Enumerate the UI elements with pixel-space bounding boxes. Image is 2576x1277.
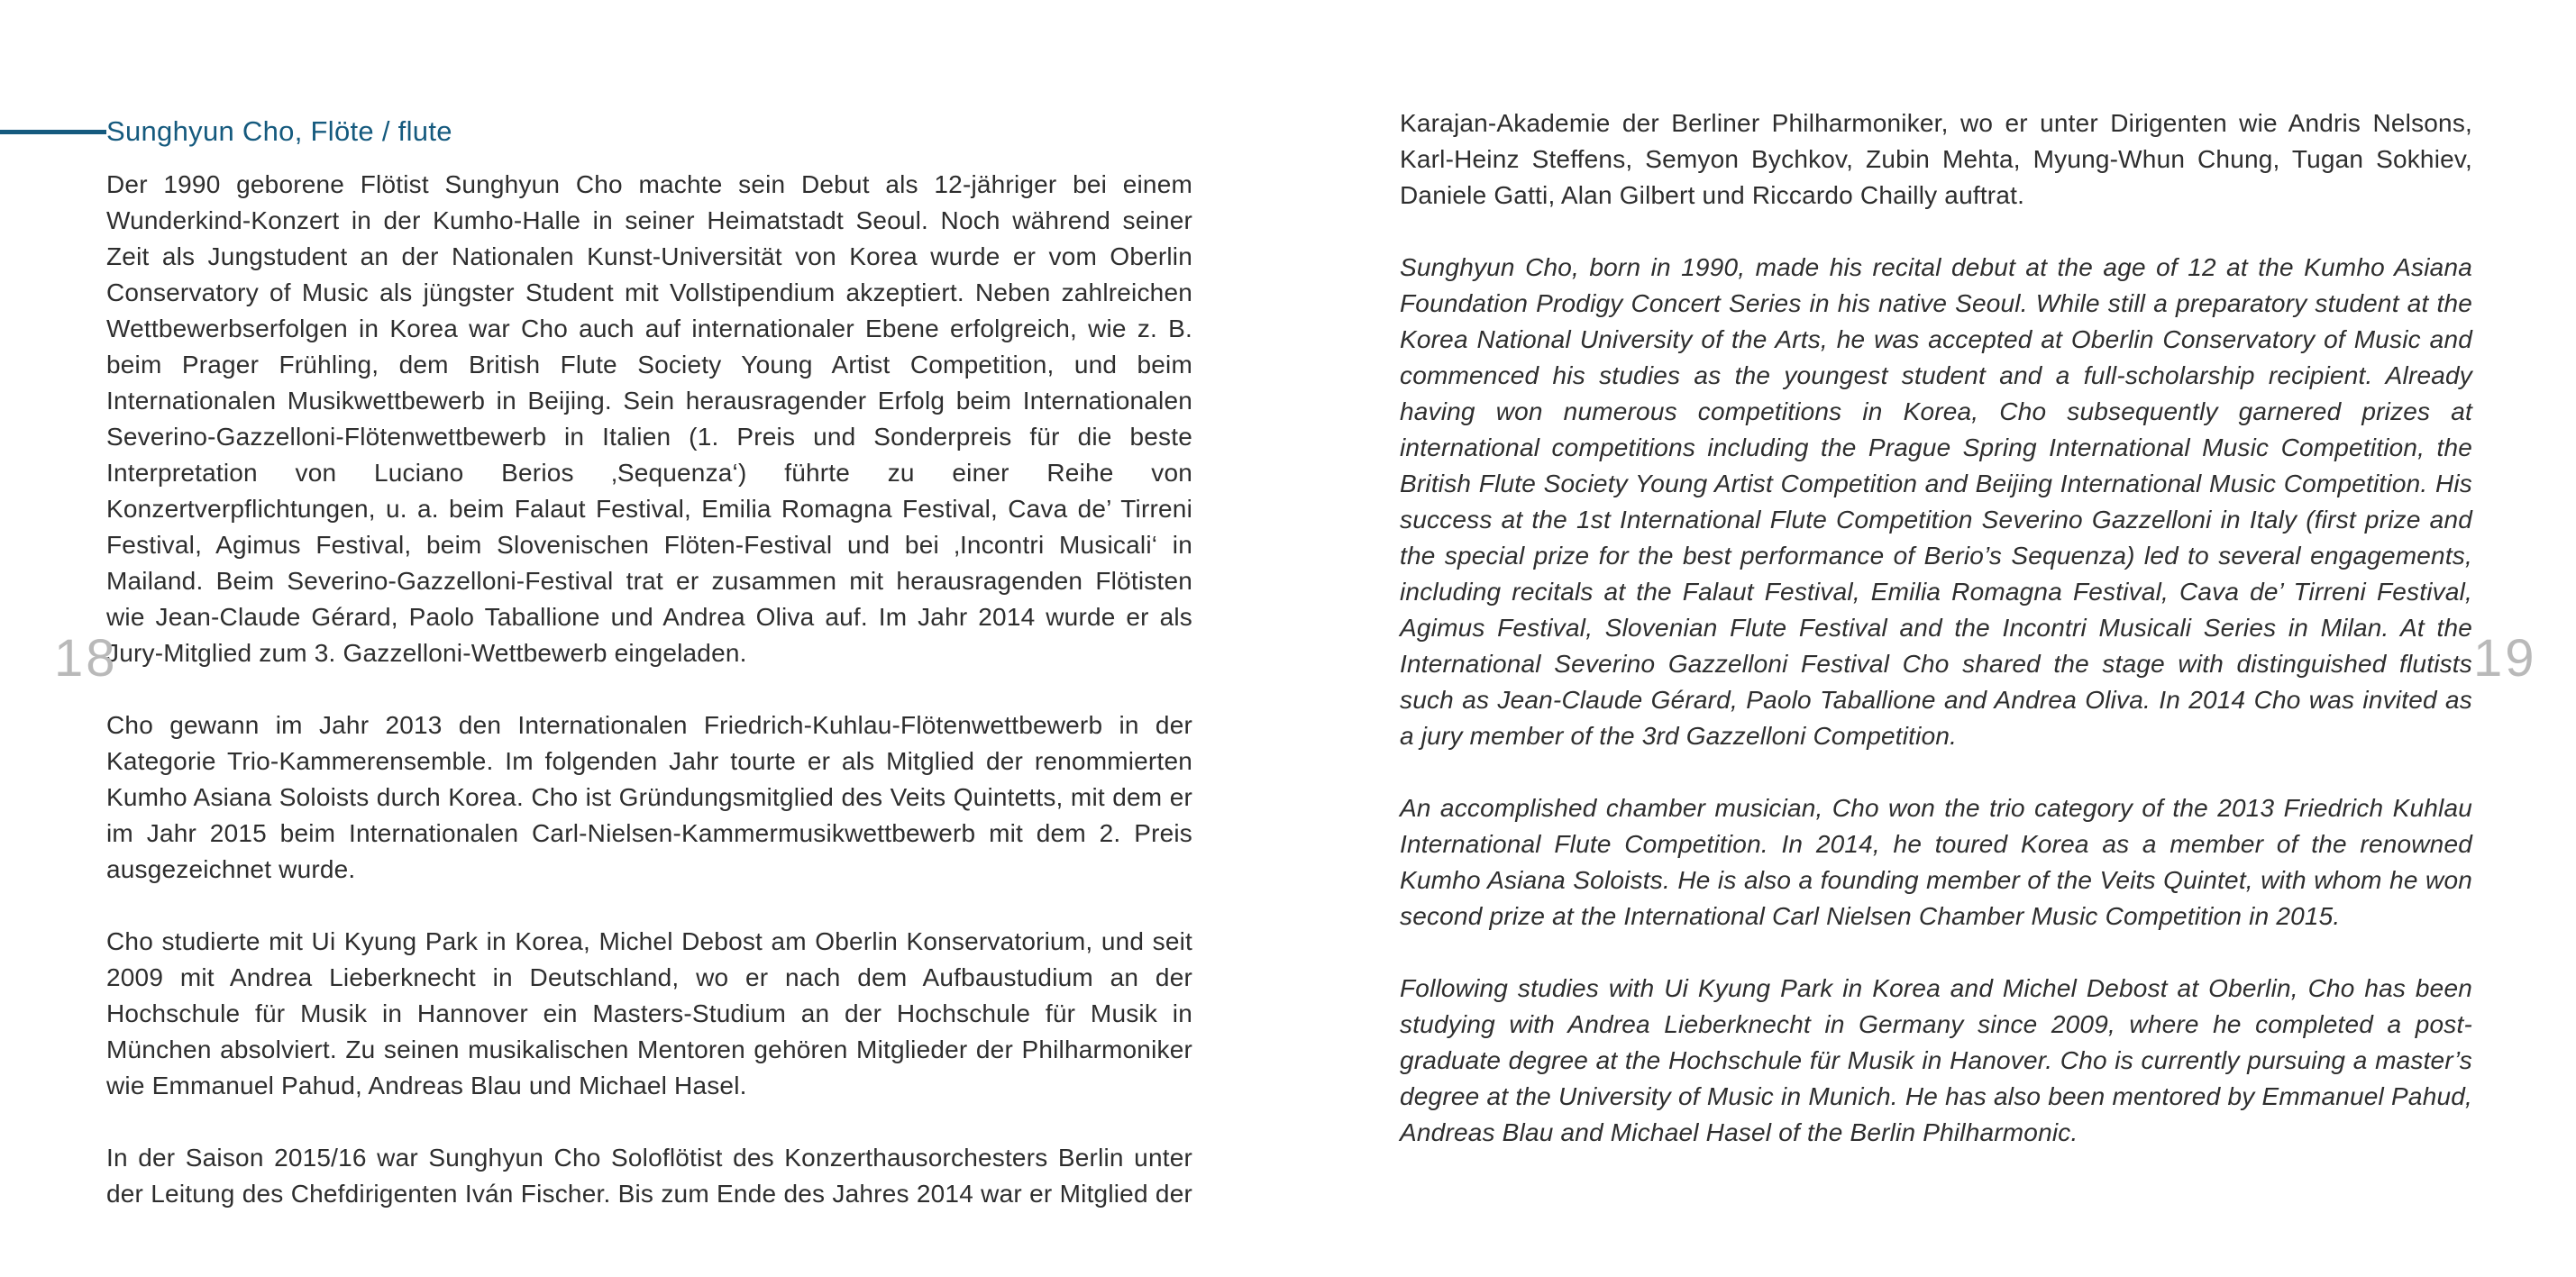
page-number-right: 19 (2473, 629, 2537, 688)
page-title: Sunghyun Cho, Flöte / flute (106, 115, 452, 147)
german-paragraph-2: Cho gewann im Jahr 2013 den Internationalen Friedrich-Kuhlau-Flötenwettbewerb in der Kategorie Trio-Kammerensemble. Im folgenden Jahr tourte er als Mitglied der renommierten Kumho Asiana Soloists durch Korea. Cho ist Gründungsmitglied des Veits Quintetts, mit dem er im Jahr 2015 beim Internationalen Carl-Nielsen-Kammermusikwettbewerb mit dem 2. Preis ausgezeichnet wurde. (106, 711, 1192, 883)
german-paragraph-continuation: Karajan-Akademie der Berliner Philharmoniker, wo er unter Dirigenten wie Andris Nelsons, Karl-Heinz Steffens, Semyon Bychkov, Zubin Mehta, Myung-Whun Chung, Tugan Sokhiev, Daniele Gatti, Alan Gilbert und Riccardo Chailly auftrat. (1400, 109, 2472, 209)
page-number-left: 18 (54, 629, 118, 688)
german-paragraph-3: Cho studierte mit Ui Kyung Park in Korea, Michel Debost am Oberlin Konservatorium, und seit 2009 mit Andrea Lieberknecht in Deutschland, wo er nach dem Aufbaustudium an der Hochschule für Musik in Hannover ein Masters-Studium an der Hochschule für Musik in München absolviert. Zu seinen musikalischen Mentoren gehören Mitglieder der Philharmoniker wie Emmanuel Pahud, Andreas Blau und Michael Hasel. (106, 927, 1192, 1099)
left-page (106, 114, 1192, 1248)
german-paragraph-4: In der Saison 2015/16 war Sunghyun Cho Soloflötist des Konzerthausorchesters Berlin unter der Leitung des Chefdirigenten Iván Fischer. Bis zum Ende des Jahres 2014 war er Mitglied der (106, 1144, 1192, 1208)
english-paragraph-3: Following studies with Ui Kyung Park in Korea and Michel Debost at Oberlin, Cho has been studying with Andrea Lieberknecht in Germany since 2009, where he completed a post-graduate degree at the Hochschule für Musik in Hanover. Cho is currently pursuing a master’s degree at the University of Music in Munich. He has also been mentored by Emmanuel Pahud, Andreas Blau and Michael Hasel of the Berlin Philharmonic. (1400, 974, 2472, 1146)
english-paragraph-1: Sunghyun Cho, born in 1990, made his recital debut at the age of 12 at the Kumho Asiana Foundation Prodigy Concert Series in his native Seoul. While still a preparatory student at the Korea National University of the Arts, he was accepted at Oberlin Conservatory of Music and commenced his studies as the youngest student and a full-scholarship recipient. Already having won numerous competitions in Korea, Cho subsequently garnered prizes at international competitions including the Prague Spring International Music Competition, the British Flute Society Young Artist Competition and Beijing International Music Competition. His success at the 1st International Flute Competition Severino Gazzelloni in Italy (first prize and the special prize for the best performance of Berio’s Sequenza) led to several engagements, including recitals at the Falaut Festival, Emilia Romagna Festival, Cava de’ Tirreni Festival, Agimus Festival, Slovenian Flute Festival and the Incontri Musicali Series in Milan. At the International Severino Gazzelloni Festival Cho shared the stage with distinguished flutists such as Jean-Claude Gérard, Paolo Taballione and Andrea Oliva. In 2014 Cho was invited as a jury member of the 3rd Gazzelloni Competition. (1400, 253, 2472, 750)
title-accent-rule (0, 130, 106, 134)
right-page (1400, 105, 2472, 1187)
english-paragraph-2: An accomplished chamber musician, Cho won the trio category of the 2013 Friedrich Kuhlau International Flute Competition. In 2014, he toured Korea as a member of the renowned Kumho Asiana Soloists. He is also a founding member of the Veits Quintet, with whom he won second prize at the International Carl Nielsen Chamber Music Competition in 2015. (1400, 794, 2472, 930)
german-paragraph-1: Der 1990 geborene Flötist Sunghyun Cho machte sein Debut als 12-jähriger bei einem Wunderkind-Konzert in der Kumho-Halle in seiner Heimatstadt Seoul. Noch während seiner Zeit als Jungstudent an der Nationalen Kunst-Universität von Korea wurde er vom Oberlin Conservatory of Music als jüngster Student mit Vollstipendium akzeptiert. Neben zahlreichen Wettbewerbserfolgen in Korea war Cho auch auf internationaler Ebene erfolgreich, wie z. B. beim Prager Frühling, dem British Flute Society Young Artist Competition, und beim Internationalen Musikwettbewerb in Beijing. Sein herausragender Erfolg beim Internationalen Severino-Gazzelloni-Flötenwettbewerb in Italien (1. Preis und Sonderpreis für die beste Interpretation von Luciano Berios ‚Sequenza‘) führte zu einer Reihe von Konzertverpflichtungen, u. a. beim Falaut Festival, Emilia Romagna Festival, Cava de’ Tirreni Festival, Agimus Festival, beim Slovenischen Flöten-Festival und bei ‚Incontri Musicali‘ in Mailand. Beim Severino-Gazzelloni-Festival trat er zusammen mit herausragenden Flötisten wie Jean-Claude Gérard, Paolo Taballione und Andrea Oliva auf. Im Jahr 2014 wurde er als Jury-Mitglied zum 3. Gazzelloni-Wettbewerb eingeladen. (106, 170, 1192, 667)
